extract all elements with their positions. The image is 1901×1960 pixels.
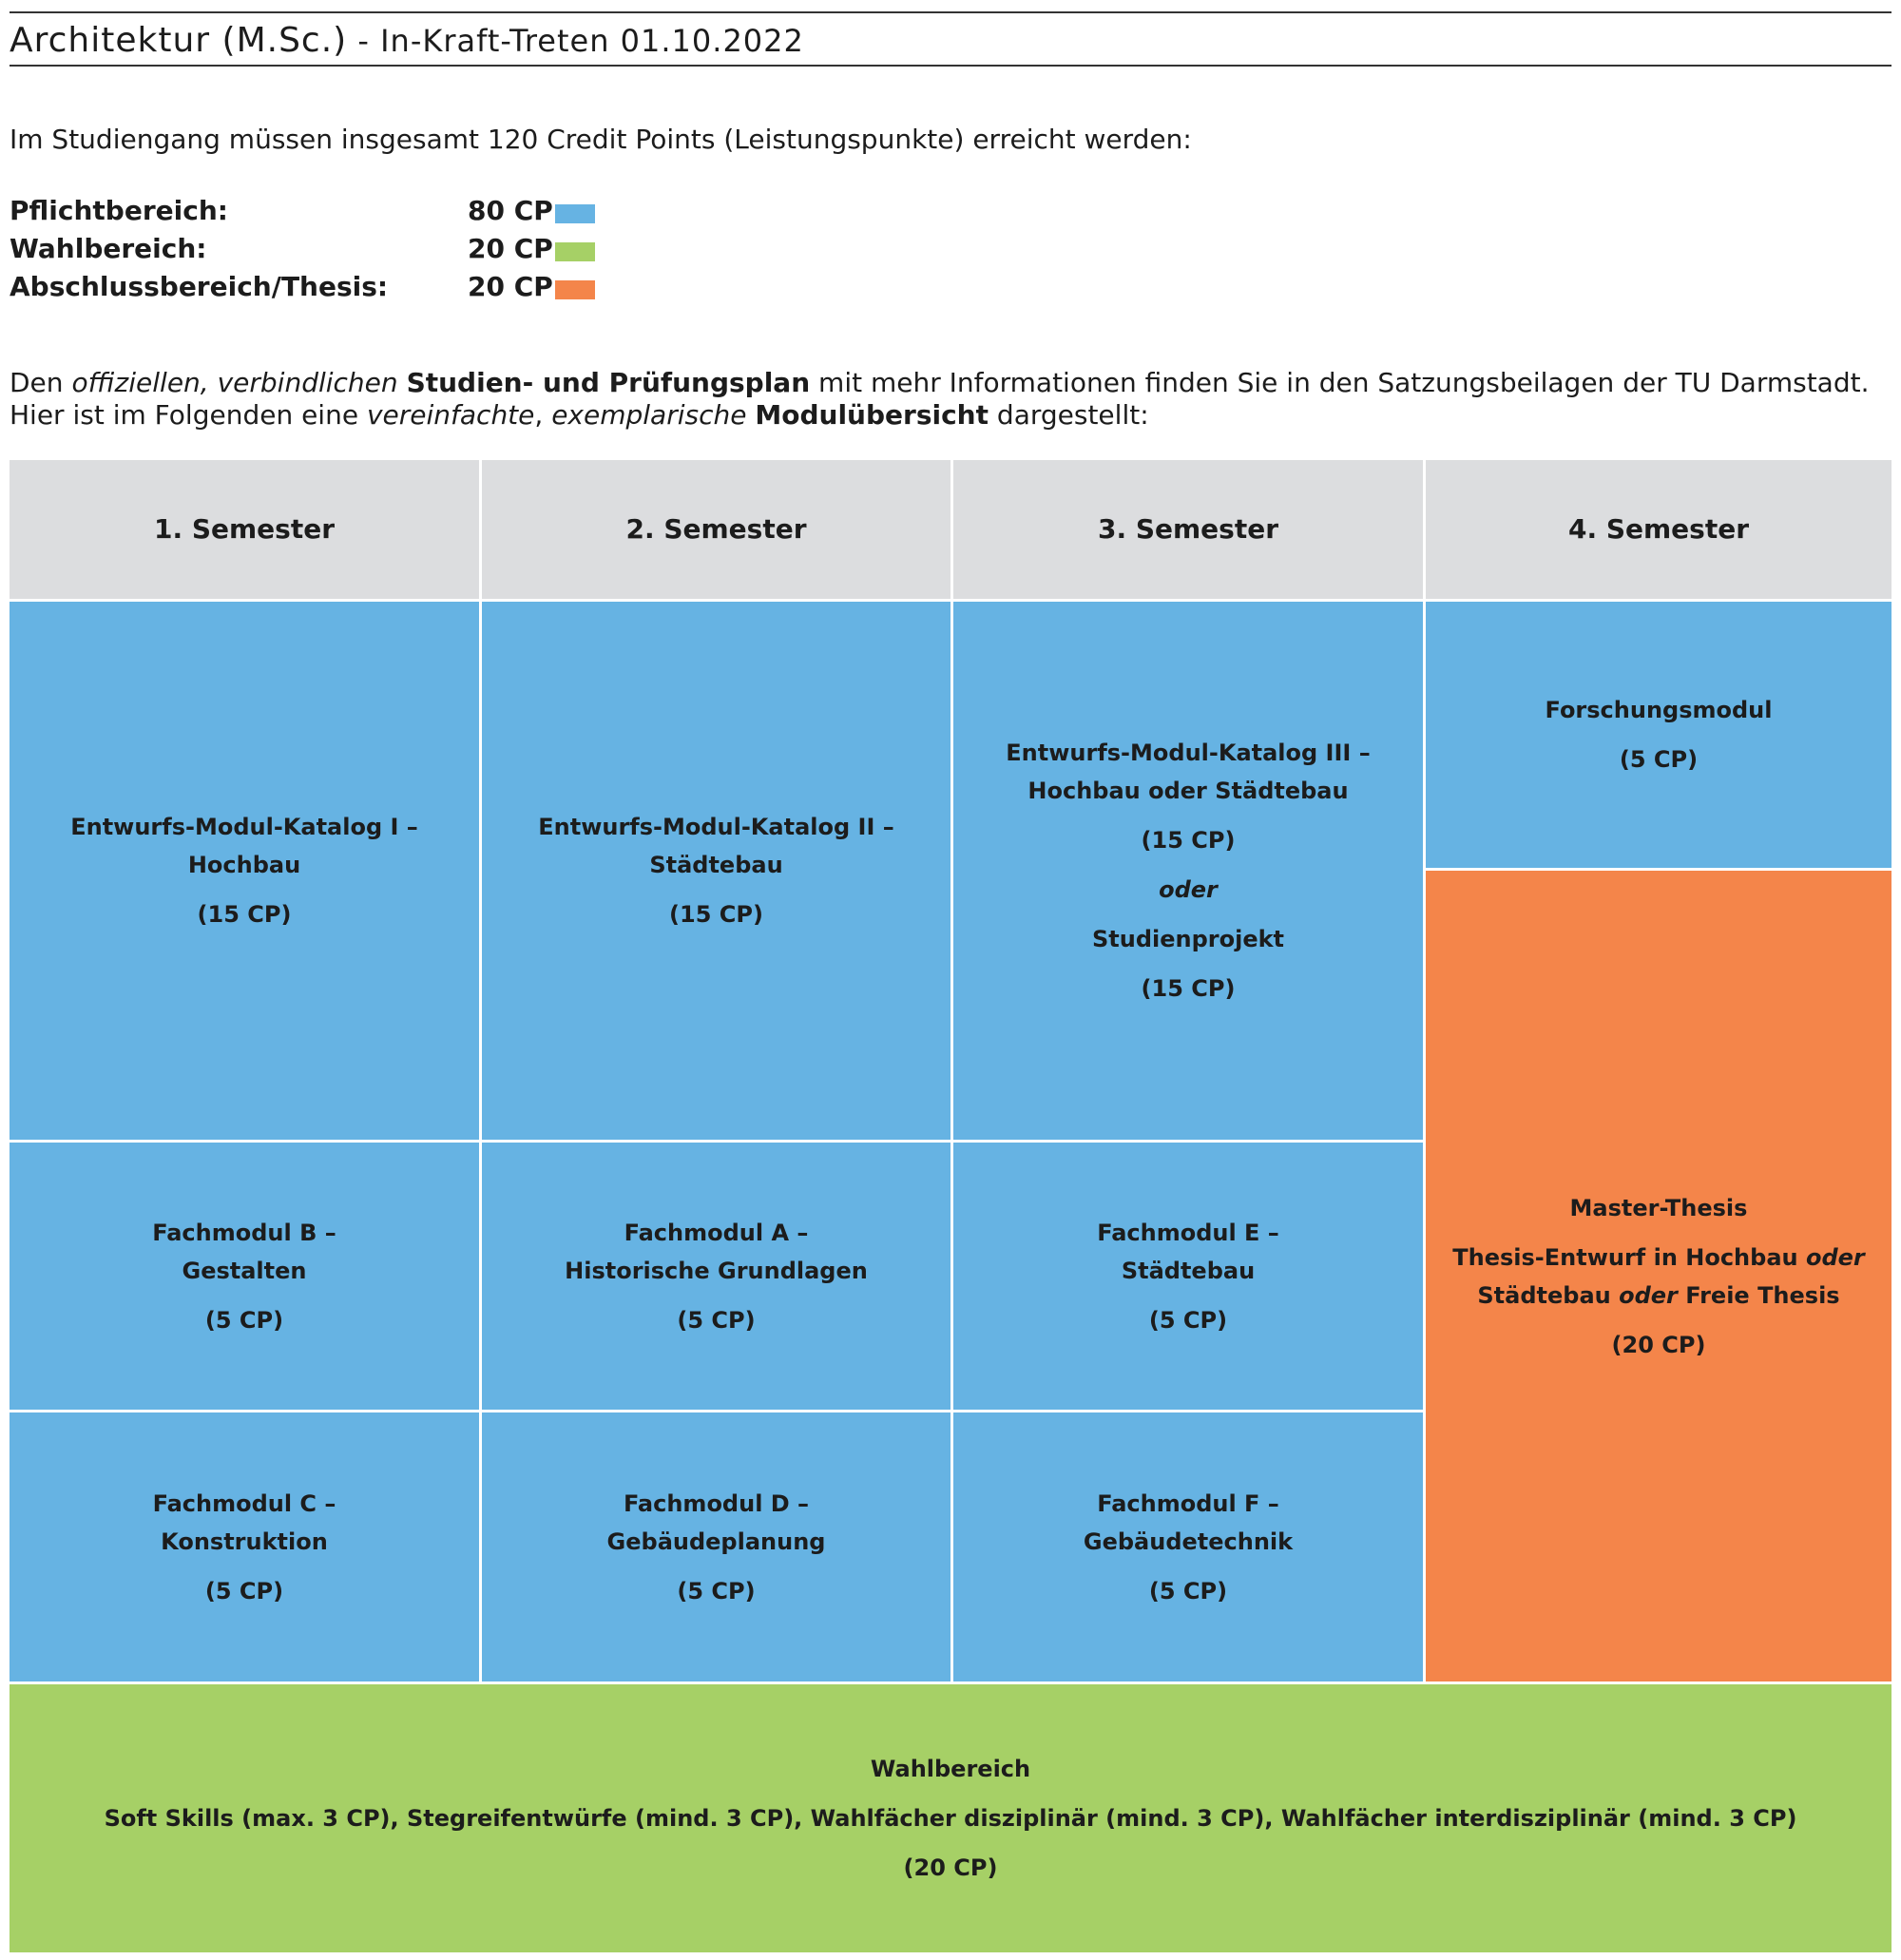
module-subtitle: Gestalten <box>182 1257 307 1284</box>
legend-row-thesis <box>10 271 675 309</box>
legend-swatch-orange <box>555 280 595 299</box>
module-alternative: Studienprojekt <box>1091 926 1285 952</box>
module-wahlbereich <box>10 1684 1891 1952</box>
thesis-text: Thesis-Entwurf in Hochbau <box>1452 1243 1806 1271</box>
module-credits: (5 CP) <box>1148 1306 1228 1334</box>
notice-text-part: Den <box>10 367 72 398</box>
module-fach-e <box>953 1143 1423 1410</box>
module-credits: (15 CP) <box>1141 827 1236 854</box>
module-subtitle: Hochbau oder Städtebau <box>1027 778 1349 804</box>
module-credits: (15 CP) <box>669 901 763 928</box>
notice-line-2 <box>10 399 1891 432</box>
legend-swatch-blue <box>555 204 595 223</box>
module-credits: (5 CP) <box>677 1306 756 1334</box>
module-credits: (20 CP) <box>1611 1331 1706 1358</box>
legend-row-wahl <box>10 233 675 271</box>
module-alternative-credits: (15 CP) <box>1141 975 1236 1002</box>
notice-text-part: , <box>534 399 552 431</box>
module-fach-d <box>482 1412 950 1681</box>
module-entwurf-2 <box>482 602 950 1140</box>
legend-label: Wahlbereich: <box>10 233 207 264</box>
semester-header-4: 4. Semester <box>1426 460 1891 599</box>
notice-emphasis: offiziellen, verbindlichen <box>71 367 398 398</box>
thesis-text: Freie Thesis <box>1677 1281 1840 1309</box>
notice-text-part <box>398 367 407 398</box>
module-credits: (5 CP) <box>677 1577 756 1605</box>
module-subtitle: Städtebau <box>649 852 783 878</box>
module-title: Fachmodul D – <box>623 1489 810 1517</box>
legend-value: 20 CP <box>468 271 553 302</box>
page-header <box>10 11 1891 67</box>
semester-header-2: 2. Semester <box>482 460 950 599</box>
notice-text <box>10 367 1891 432</box>
module-credits: (5 CP) <box>204 1577 284 1605</box>
module-credits: (15 CP) <box>197 901 292 928</box>
page-title <box>10 21 804 60</box>
notice-text-part: Hier ist im Folgenden eine <box>10 399 367 431</box>
legend-row-pflicht <box>10 195 675 233</box>
module-title: Fachmodul F – <box>1097 1489 1279 1517</box>
thesis-line-2 <box>1477 1277 1839 1315</box>
credit-legend <box>10 195 675 309</box>
module-title: Fachmodul C – <box>152 1489 336 1517</box>
notice-strong: Modulübersicht <box>755 399 989 431</box>
alternative-separator: oder <box>1159 876 1218 903</box>
module-title: Fachmodul A – <box>624 1219 809 1246</box>
module-fach-c <box>10 1412 479 1681</box>
legend-label: Pflichtbereich: <box>10 195 228 226</box>
module-credits: (20 CP) <box>903 1854 998 1881</box>
thesis-text: Städtebau <box>1477 1281 1620 1309</box>
module-fach-a <box>482 1143 950 1410</box>
legend-value: 80 CP <box>468 195 553 226</box>
module-forschung <box>1426 602 1891 868</box>
module-title: Entwurfs-Modul-Katalog III – <box>1006 740 1371 766</box>
module-description: Soft Skills (max. 3 CP), Stegreifentwürfe (mind. 3 CP), Wahlfächer disziplinär (mind. 3 CP), Wahlfächer interdisziplinär (mind. 3 CP) <box>104 1805 1797 1832</box>
module-title: Fachmodul E – <box>1097 1219 1279 1246</box>
thesis-separator: oder <box>1805 1243 1865 1271</box>
module-subtitle: Gebäudetechnik <box>1083 1528 1294 1555</box>
notice-text-part: mit mehr Informationen finden Sie in den Satzungsbeilagen der TU Darmstadt. <box>810 367 1870 398</box>
semester-header-3: 3. Semester <box>953 460 1423 599</box>
notice-line-1 <box>10 367 1891 399</box>
module-subtitle: Hochbau <box>187 852 301 878</box>
module-master-thesis <box>1426 871 1891 1681</box>
intro-text: Im Studiengang müssen insgesamt 120 Credit Points (Leistungspunkte) erreicht werden: <box>10 124 1192 155</box>
module-subtitle: Historische Grundlagen <box>565 1257 868 1284</box>
module-title: Forschungsmodul <box>1545 697 1773 723</box>
module-fach-b <box>10 1143 479 1410</box>
module-subtitle: Gebäudeplanung <box>606 1528 826 1555</box>
module-title: Entwurfs-Modul-Katalog II – <box>538 814 894 840</box>
notice-emphasis: exemplarische <box>551 399 747 431</box>
module-credits: (5 CP) <box>204 1306 284 1334</box>
module-entwurf-1 <box>10 602 479 1140</box>
legend-label: Abschlussbereich/Thesis: <box>10 271 389 302</box>
module-fach-f <box>953 1412 1423 1681</box>
legend-swatch-green <box>555 242 595 261</box>
thesis-separator: oder <box>1619 1281 1678 1309</box>
notice-text-part: dargestellt: <box>989 399 1149 431</box>
module-title: Master-Thesis <box>1569 1194 1748 1221</box>
module-title: Wahlbereich <box>870 1756 1031 1782</box>
semester-header-1: 1. Semester <box>10 460 479 599</box>
module-title: Fachmodul B – <box>152 1219 336 1246</box>
program-title: Architektur (M.Sc.) <box>10 21 348 60</box>
thesis-line-1 <box>1452 1239 1865 1277</box>
module-credits: (5 CP) <box>1148 1577 1228 1605</box>
module-credits: (5 CP) <box>1619 746 1699 773</box>
module-subtitle: Städtebau <box>1121 1257 1256 1284</box>
module-title: Entwurfs-Modul-Katalog I – <box>70 814 418 840</box>
module-subtitle: Konstruktion <box>161 1528 328 1555</box>
effective-date: - In-Kraft-Treten 01.10.2022 <box>347 23 804 59</box>
notice-emphasis: vereinfachte <box>366 399 535 431</box>
module-entwurf-3 <box>953 602 1423 1140</box>
legend-value: 20 CP <box>468 233 553 264</box>
notice-strong: Studien- und Prüfungsplan <box>406 367 811 398</box>
